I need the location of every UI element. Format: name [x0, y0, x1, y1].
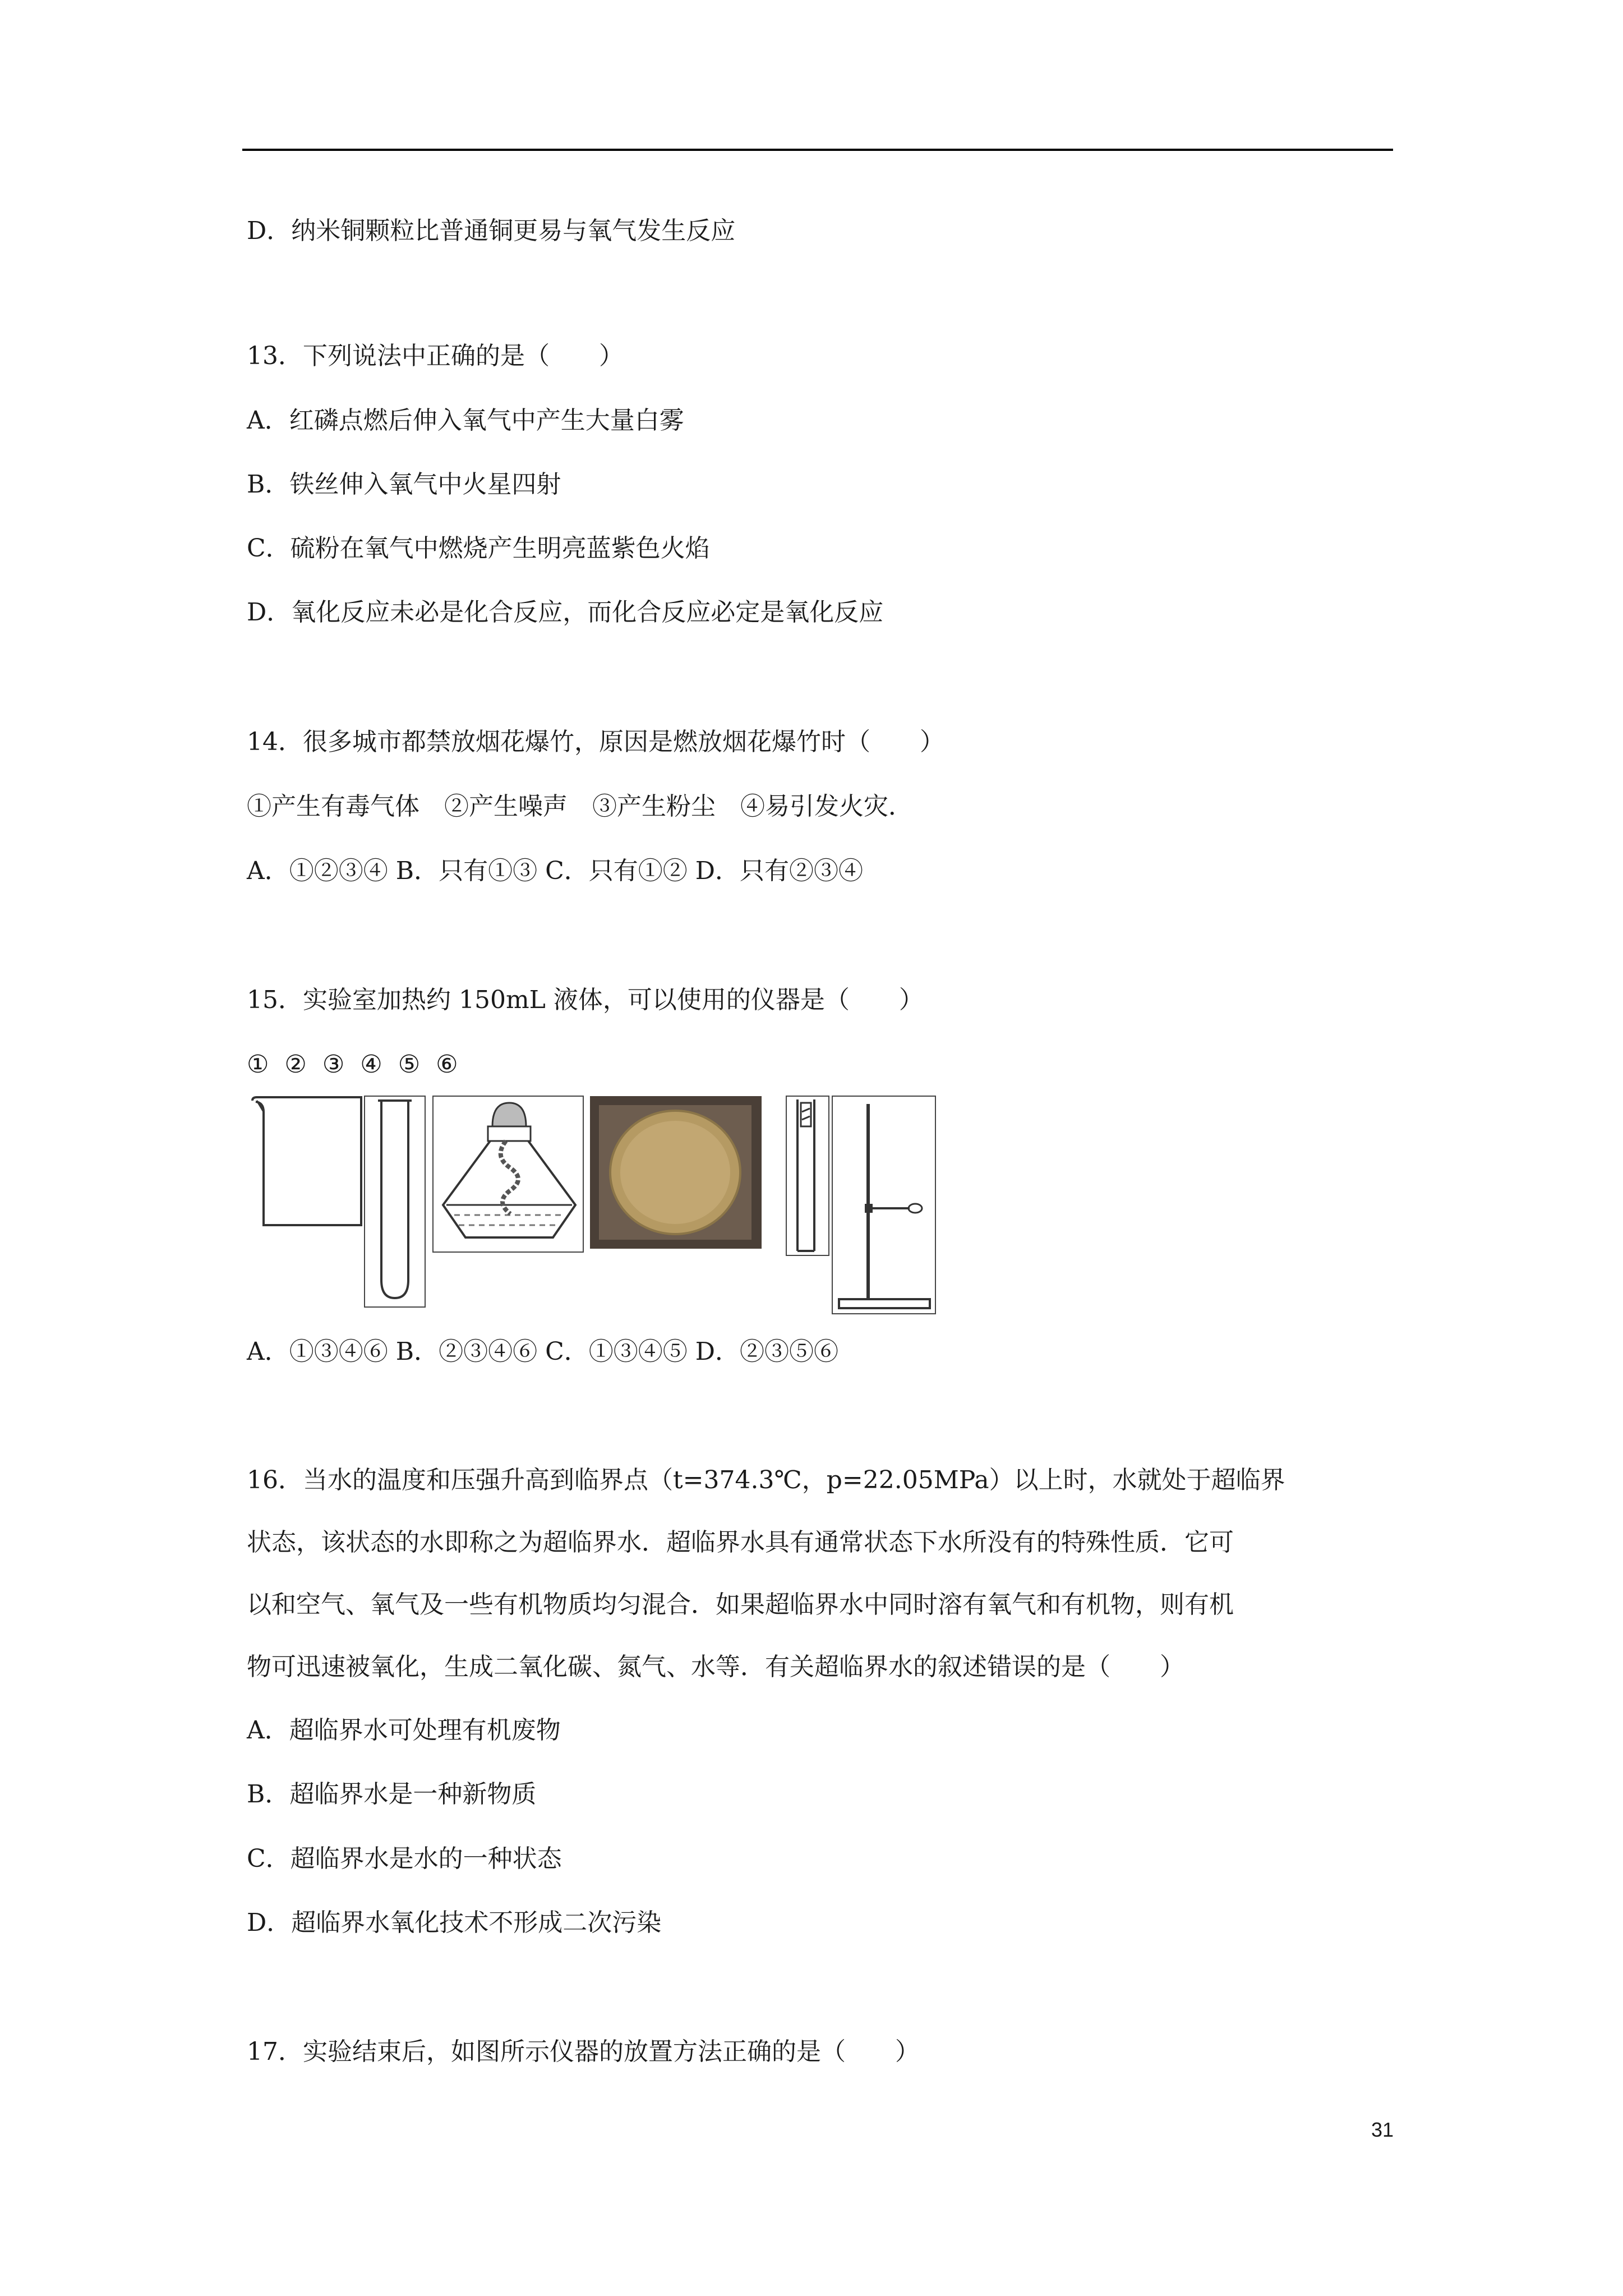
- q15-stem: 15．实验室加热约 150mL 液体，可以使用的仪器是（ ）: [247, 986, 924, 1014]
- iron-stand-icon: [831, 1095, 937, 1315]
- q16-option-b: B．超临界水是一种新物质: [247, 1780, 537, 1809]
- test-tube-icon: [363, 1095, 426, 1308]
- asbestos-gauze-icon: [589, 1095, 763, 1250]
- page-number: 31: [1371, 2118, 1394, 2141]
- q16-option-d: D．超临界水氧化技术不形成二次污染: [247, 1908, 662, 1937]
- q15-figure-labels: ① ② ③ ④ ⑤ ⑥: [247, 1050, 458, 1079]
- q14-items: ①产生有毒气体 ②产生噪声 ③产生粉尘 ④易引发火灾．: [247, 792, 913, 821]
- q16-stem-line-3: 以和空气、氧气及一些有机物质均匀混合．如果超临界水中同时溶有氧气和有机物，则有机: [247, 1590, 1234, 1619]
- q15-options: A．①③④⑥ B．②③④⑥ C．①③④⑤ D．②③⑤⑥: [247, 1337, 839, 1366]
- q14-options: A．①②③④ B．只有①③ C．只有①② D．只有②③④: [247, 857, 864, 885]
- q16-stem-line-1: 16．当水的温度和压强升高到临界点（t=374.3℃，p=22.05MPa）以上时，水就处于超临界: [247, 1466, 1285, 1494]
- q13-option-d: D．氧化反应未必是化合反应，而化合反应必定是氧化反应: [247, 598, 884, 627]
- beaker-icon: [249, 1095, 368, 1235]
- q16-stem-line-4: 物可迅速被氧化，生成二氧化碳、氮气、水等．有关超临界水的叙述错误的是（ ）: [247, 1653, 1184, 1681]
- q13-option-c: C．硫粉在氧气中燃烧产生明亮蓝紫色火焰: [247, 534, 710, 563]
- q13-option-b: B．铁丝伸入氧气中火星四射: [247, 470, 561, 499]
- q16-stem-line-2: 状态，该状态的水即称之为超临界水．超临界水具有通常状态下水所没有的特殊性质．它可: [247, 1528, 1234, 1557]
- test-tube-holder-icon: [785, 1095, 830, 1257]
- alcohol-lamp-icon: [432, 1095, 584, 1253]
- q12-option-d: D．纳米铜颗粒比普通铜更易与氧气发生反应: [247, 217, 736, 245]
- q17-stem: 17．实验结束后，如图所示仪器的放置方法正确的是（ ）: [247, 2037, 920, 2066]
- header-rule: [242, 149, 1393, 151]
- q13-stem: 13．下列说法中正确的是（ ）: [247, 342, 624, 370]
- q16-option-c: C．超临界水是水的一种状态: [247, 1844, 562, 1873]
- q13-option-a: A．红磷点燃后伸入氧气中产生大量白雾: [247, 406, 684, 435]
- q16-option-a: A．超临界水可处理有机废物: [247, 1716, 561, 1745]
- q14-stem: 14．很多城市都禁放烟花爆竹，原因是燃放烟花爆竹时（ ）: [247, 728, 944, 756]
